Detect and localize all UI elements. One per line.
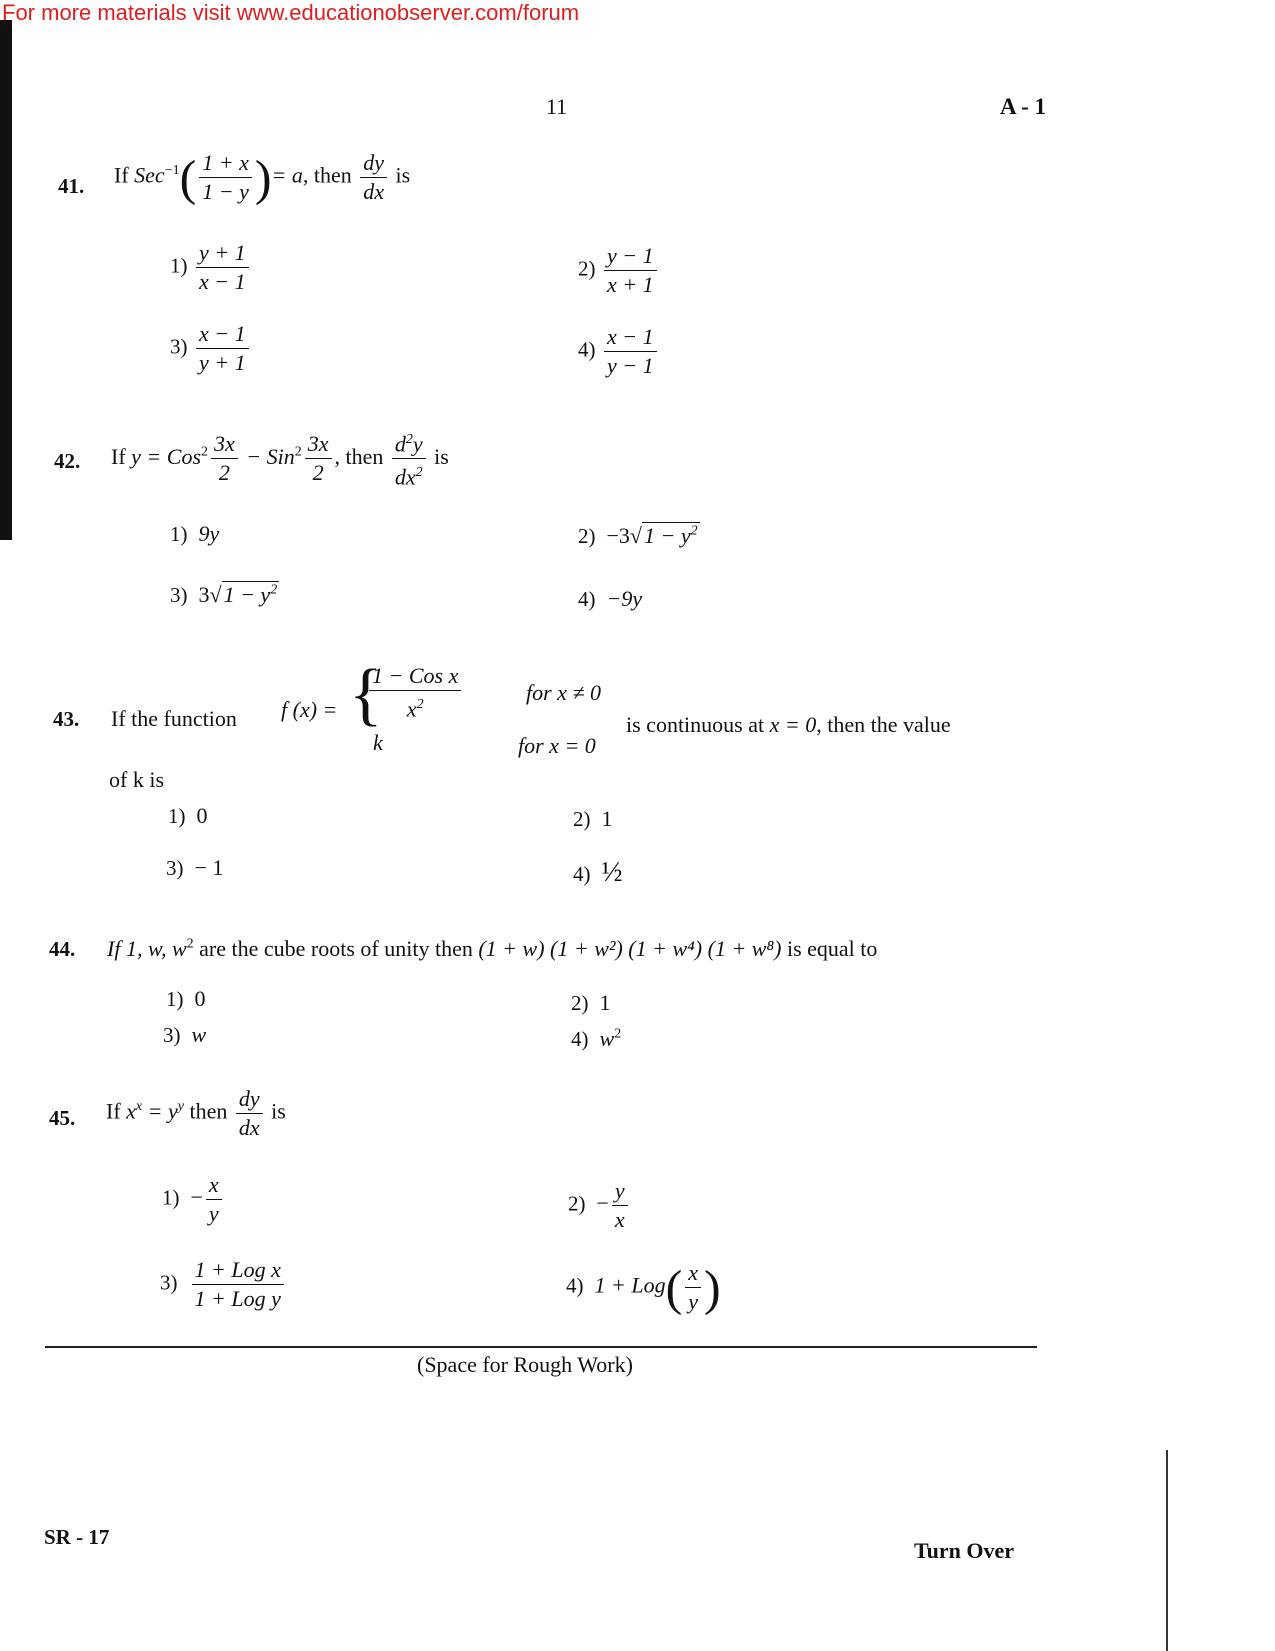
question-44-stem: If 1, w, $w^2$ are the cube roots of unity then (1 + w) (1 + w²) (1 + w⁴) (1 + w⁸) is equal to <box>107 936 878 961</box>
paper-code: A - 1 <box>1000 94 1046 119</box>
q42-option-4[interactable]: 4) −9y <box>578 586 643 611</box>
q41-option-1[interactable]: 1) $\frac{y + 1}{x - 1}$ <box>170 240 252 295</box>
rough-work-divider <box>45 1346 1037 1348</box>
q44-option-3[interactable]: 3) w <box>163 1022 207 1047</box>
q42-option-1[interactable]: 1) 9y <box>170 521 220 546</box>
question-43-tail: is continuous at x = 0, then the value <box>626 712 951 737</box>
series-code: SR - 17 <box>44 1525 110 1549</box>
scan-edge <box>0 20 12 540</box>
q41-option-4[interactable]: 4) $\frac{x - 1}{y - 1}$ <box>578 324 660 379</box>
q41-option-2[interactable]: 2) $\frac{y - 1}{x + 1}$ <box>578 243 660 298</box>
question-43-case-1: $\frac{\text{1 − Cos x}}{x^2}$ <box>366 663 464 722</box>
question-44-number: 44. <box>49 937 76 961</box>
q45-option-2[interactable]: 2) − $\frac{y}{x}$ <box>568 1178 631 1233</box>
question-45-number: 45. <box>49 1106 76 1130</box>
question-43-condition-1: for x ≠ 0 <box>526 680 602 705</box>
question-43-lead: If the function <box>111 706 237 731</box>
q43-option-2[interactable]: 2) 1 <box>573 806 613 831</box>
question-42-stem: If y = Cos$^2$ $\frac{3x}{2}$ − Sin$^2$ $\frac{3x}{2}$ , then $\frac{d^2y}{dx^2}$ is <box>111 427 449 491</box>
q42-option-2[interactable]: $2) -3√1 - y^2$ <box>578 523 698 548</box>
q42-option-3[interactable]: 3) $3√1 - y^2$ <box>170 582 278 607</box>
question-43-case-2: k <box>373 730 383 755</box>
q45-option-3[interactable]: 3) $\frac{\text{1 + Log x}}{\text{1 + Log y}}$ <box>160 1257 287 1312</box>
question-43-number: 43. <box>53 707 80 731</box>
q44-option-2[interactable]: 2) 1 <box>571 990 611 1015</box>
q41-option-3[interactable]: 3) $\frac{x - 1}{y + 1}$ <box>170 321 252 376</box>
piecewise-brace: { <box>349 656 383 733</box>
question-41-stem: If Sec$^{-1}$( $\frac{1 + x}{1 - y}$ )= a, then $\frac{dy}{dx}$ is <box>114 149 411 206</box>
question-43-fx: f (x) = <box>281 697 338 722</box>
question-45-stem: If $x^x = y^y$ then $\frac{dy}{dx}$ is <box>106 1086 286 1140</box>
q45-option-1[interactable]: 1) − $\frac{x}{y}$ <box>162 1172 225 1227</box>
q44-option-4[interactable]: 4) $w^2$ <box>571 1026 622 1051</box>
question-43-line-2: of k is <box>109 767 164 792</box>
watermark-link[interactable]: For more materials visit www.educationobserver.com/forum <box>2 0 580 25</box>
q44-option-1[interactable]: 1) 0 <box>166 986 206 1011</box>
q45-option-4[interactable]: 4) 1 + Log( $\frac{x}{y}$ ) <box>566 1259 721 1316</box>
q43-option-1[interactable]: 1) 0 <box>168 803 208 828</box>
turn-over-note: Turn Over <box>914 1538 1015 1563</box>
question-43-condition-2: for x = 0 <box>518 733 596 758</box>
rough-work-caption: (Space for Rough Work) <box>417 1352 633 1377</box>
scan-edge-line <box>1166 1450 1168 1651</box>
q43-option-3[interactable]: 3) − 1 <box>166 855 224 880</box>
page-number: 11 <box>546 94 568 119</box>
question-42-number: 42. <box>54 449 81 473</box>
question-41-number: 41. <box>58 174 85 198</box>
q43-option-4[interactable]: 4) ½ <box>573 857 623 888</box>
